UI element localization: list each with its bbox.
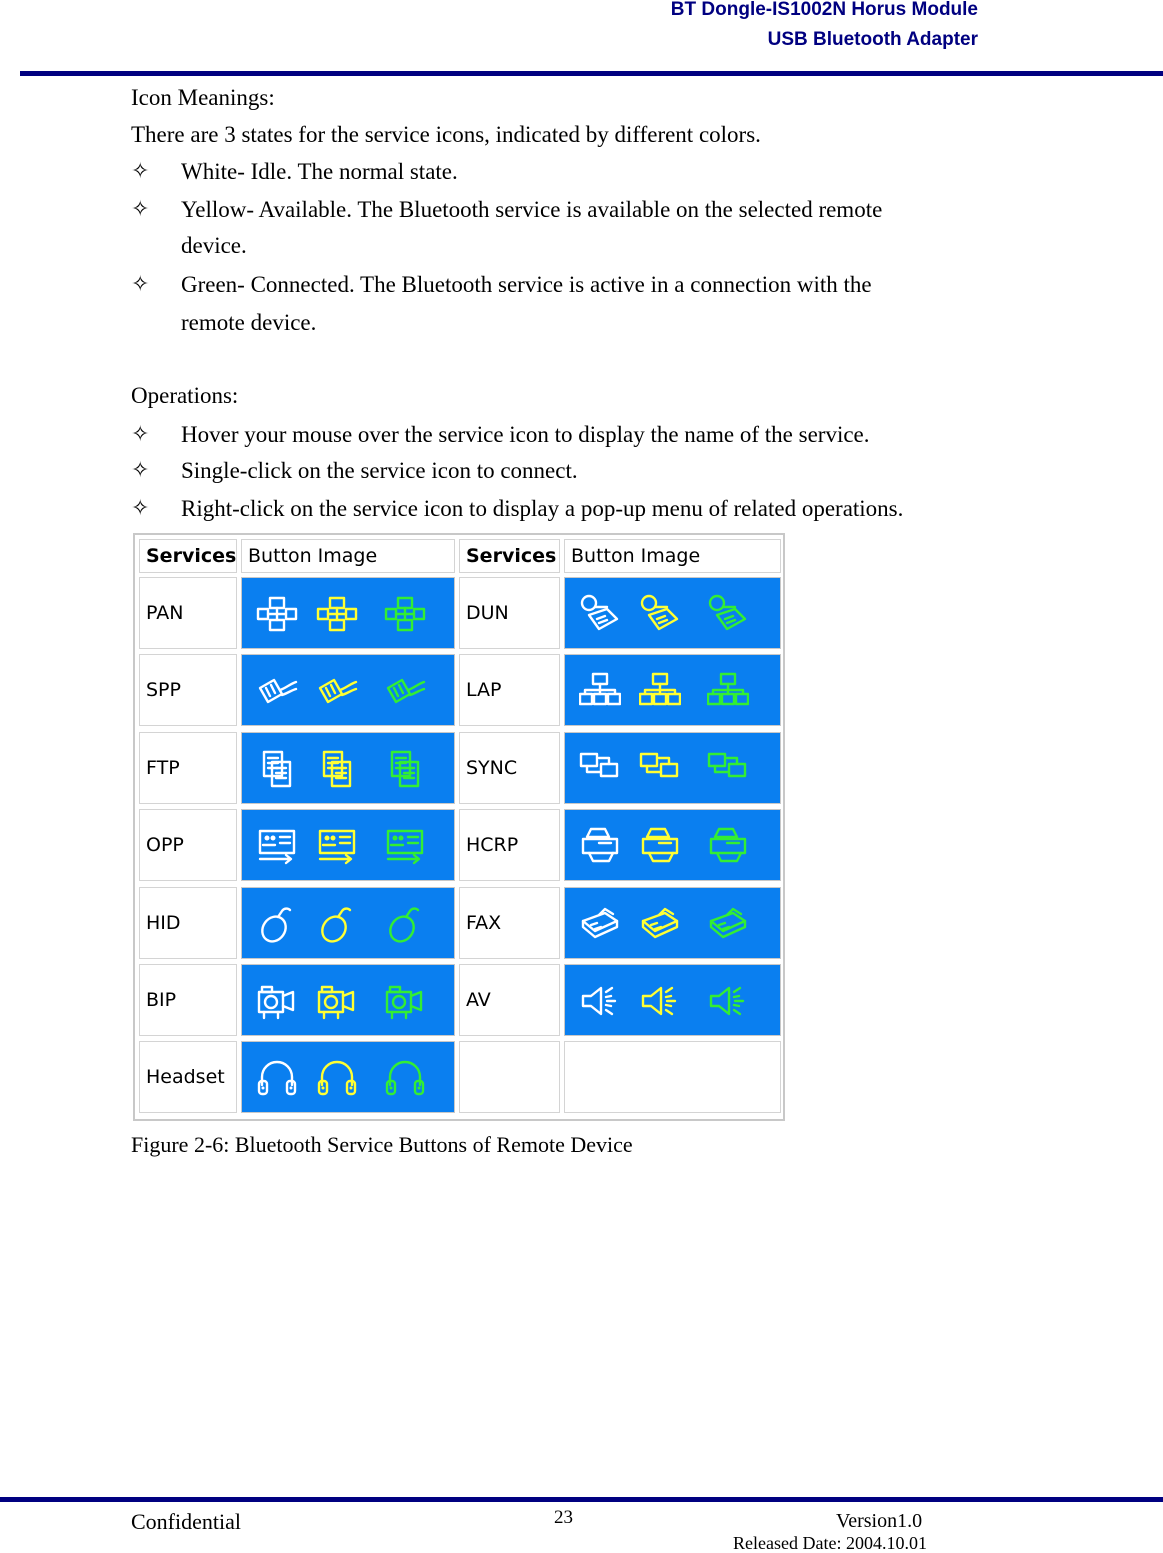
bip-camera-icon-connected[interactable] <box>384 980 426 1022</box>
operation-click-text: Single-click on the service icon to connect. <box>181 458 578 483</box>
pan-network-icon-available[interactable] <box>316 593 358 635</box>
button-image-cell <box>241 887 455 959</box>
bullet-icon: ✧ <box>131 495 150 520</box>
doc-header-subtitle: USB Bluetooth Adapter <box>767 29 978 50</box>
state-yellow-text-cont: device. <box>181 233 247 258</box>
pan-network-icon-idle[interactable] <box>256 593 298 635</box>
pan-network-icon-connected[interactable] <box>384 593 426 635</box>
operation-hover-text: Hover your mouse over the service icon to display the name of the service. <box>181 422 870 447</box>
footer-released-date: Released Date: 2004.10.01 <box>733 1533 927 1553</box>
hid-mouse-icon-connected[interactable] <box>384 903 426 945</box>
button-image-cell <box>241 809 455 881</box>
state-yellow-text: Yellow- Available. The Bluetooth service is available on the selected remote <box>181 197 883 222</box>
headset-icon-available[interactable] <box>316 1057 358 1099</box>
button-image-cell <box>241 964 455 1036</box>
button-image-cell <box>564 654 781 726</box>
doc-header-title: BT Dongle-IS1002N Horus Module <box>670 0 978 20</box>
empty-cell <box>564 1041 781 1113</box>
table-header-button-image: Button Image <box>241 539 455 573</box>
icon-meanings-heading: Icon Meanings: <box>131 85 275 110</box>
hid-mouse-icon-idle[interactable] <box>256 903 298 945</box>
opp-business-card-icon-idle[interactable] <box>256 825 298 867</box>
bip-camera-icon-available[interactable] <box>316 980 358 1022</box>
ftp-documents-icon-idle[interactable] <box>256 748 298 790</box>
button-image-cell <box>564 732 781 804</box>
opp-business-card-icon-connected[interactable] <box>384 825 426 867</box>
dun-modem-phone-icon-connected[interactable] <box>707 593 749 635</box>
lap-lan-access-icon-idle[interactable] <box>579 670 621 712</box>
bullet-icon: ✧ <box>131 196 150 221</box>
ftp-documents-icon-connected[interactable] <box>384 748 426 790</box>
headset-icon-connected[interactable] <box>384 1057 426 1099</box>
dun-modem-phone-icon-available[interactable] <box>639 593 681 635</box>
av-speaker-icon-connected[interactable] <box>707 980 749 1022</box>
lap-lan-access-icon-available[interactable] <box>639 670 681 712</box>
service-name-cell: OPP <box>139 809 237 881</box>
state-white-text: White- Idle. The normal state. <box>181 159 458 184</box>
dun-modem-phone-icon-idle[interactable] <box>579 593 621 635</box>
service-name-cell: LAP <box>459 654 560 726</box>
button-image-cell <box>241 732 455 804</box>
page-number: 23 <box>554 1507 573 1528</box>
av-speaker-icon-idle[interactable] <box>579 980 621 1022</box>
button-image-cell <box>241 654 455 726</box>
service-name-cell: PAN <box>139 577 237 649</box>
service-name-cell: AV <box>459 964 560 1036</box>
service-name-cell: HID <box>139 887 237 959</box>
lap-lan-access-icon-connected[interactable] <box>707 670 749 712</box>
spp-serial-cable-icon-idle[interactable] <box>256 670 298 712</box>
fax-machine-icon-idle[interactable] <box>579 903 621 945</box>
bullet-icon: ✧ <box>131 271 150 296</box>
service-name-cell: BIP <box>139 964 237 1036</box>
icon-meanings-intro: There are 3 states for the service icons, indicated by different colors. <box>131 122 761 147</box>
sync-icon-available[interactable] <box>639 748 681 790</box>
ftp-documents-icon-available[interactable] <box>316 748 358 790</box>
opp-business-card-icon-available[interactable] <box>316 825 358 867</box>
sync-icon-idle[interactable] <box>579 748 621 790</box>
state-green-text: Green- Connected. The Bluetooth service is active in a connection with the <box>181 272 872 297</box>
figure-caption: Figure 2-6: Bluetooth Service Buttons of Remote Device <box>131 1132 633 1157</box>
hcrp-printer-icon-idle[interactable] <box>579 825 621 867</box>
service-name-cell: SYNC <box>459 732 560 804</box>
bip-camera-icon-idle[interactable] <box>256 980 298 1022</box>
service-name-cell: SPP <box>139 654 237 726</box>
operation-rightclick-text: Right-click on the service icon to display a pop-up menu of related operations. <box>181 496 904 521</box>
footer-version: Version1.0 <box>836 1510 923 1532</box>
button-image-cell <box>564 964 781 1036</box>
spp-serial-cable-icon-connected[interactable] <box>384 670 426 712</box>
service-name-cell: DUN <box>459 577 560 649</box>
service-buttons-table <box>133 533 785 1121</box>
bullet-icon: ✧ <box>131 158 150 183</box>
service-name-cell <box>459 1041 560 1113</box>
footer-confidential: Confidential <box>131 1509 241 1534</box>
bullet-icon: ✧ <box>131 457 150 482</box>
button-image-cell <box>241 1041 455 1113</box>
hid-mouse-icon-available[interactable] <box>316 903 358 945</box>
service-name-cell: HCRP <box>459 809 560 881</box>
button-image-cell <box>241 577 455 649</box>
service-name-cell: FTP <box>139 732 237 804</box>
button-image-cell <box>564 809 781 881</box>
service-name-cell: FAX <box>459 887 560 959</box>
sync-icon-connected[interactable] <box>707 748 749 790</box>
button-image-cell <box>564 887 781 959</box>
headset-icon-idle[interactable] <box>256 1057 298 1099</box>
spp-serial-cable-icon-available[interactable] <box>316 670 358 712</box>
table-header-services: Services <box>139 539 237 573</box>
fax-machine-icon-connected[interactable] <box>707 903 749 945</box>
table-header-button-image: Button Image <box>564 539 781 573</box>
table-header-services: Services <box>459 539 560 573</box>
state-green-text-cont: remote device. <box>181 310 317 335</box>
footer-rule <box>0 1497 1163 1502</box>
bullet-icon: ✧ <box>131 421 150 446</box>
service-name-cell: Headset <box>139 1041 237 1113</box>
hcrp-printer-icon-available[interactable] <box>639 825 681 867</box>
fax-machine-icon-available[interactable] <box>639 903 681 945</box>
hcrp-printer-icon-connected[interactable] <box>707 825 749 867</box>
av-speaker-icon-available[interactable] <box>639 980 681 1022</box>
operations-heading: Operations: <box>131 383 239 408</box>
button-image-cell <box>564 577 781 649</box>
header-rule <box>20 71 1163 76</box>
